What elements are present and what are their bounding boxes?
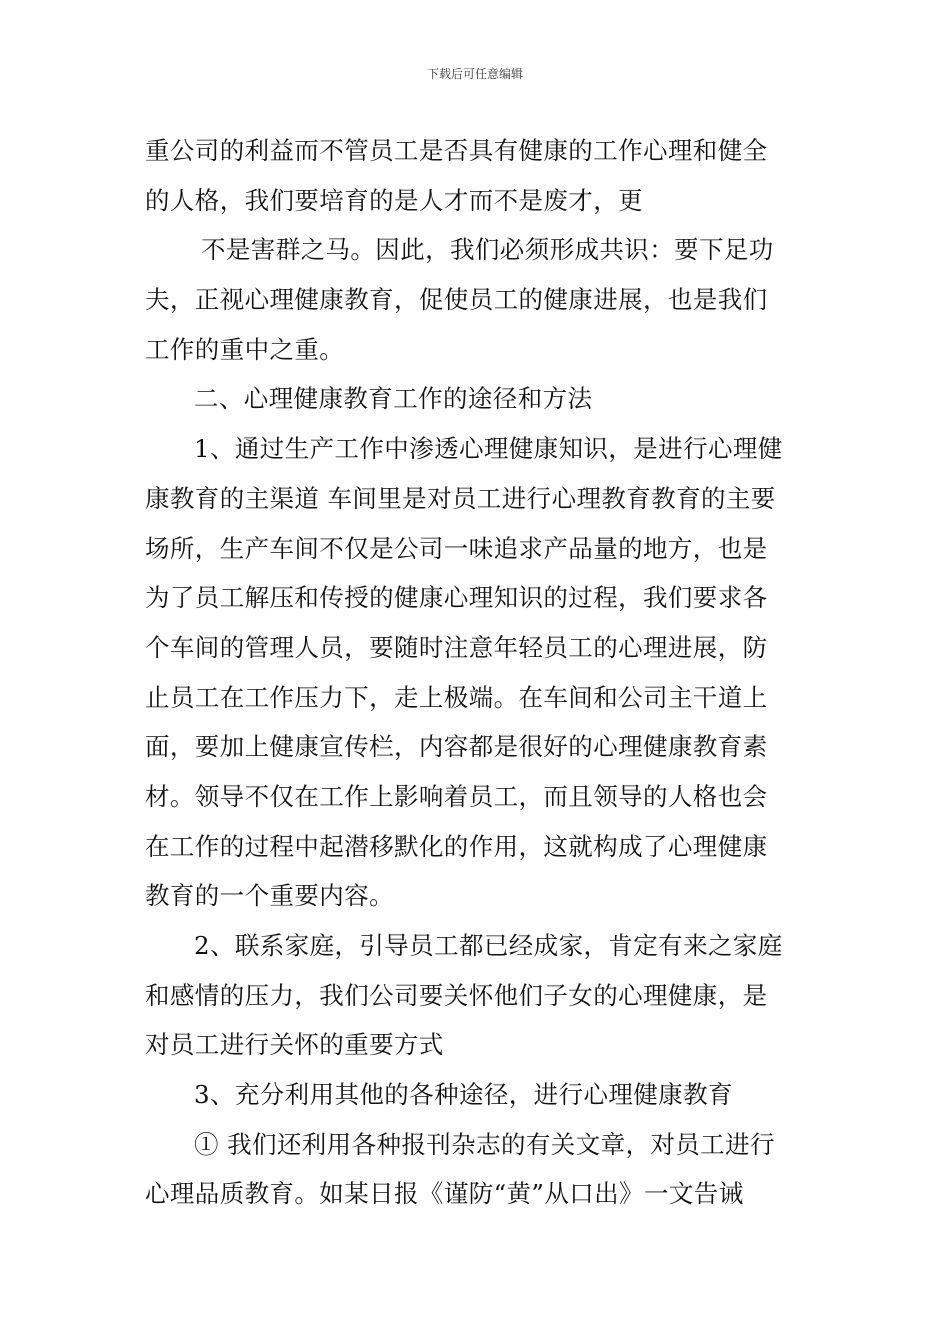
text-line: 不是害群之马。因此，我们必须形成共识：要下足功 [201,235,774,265]
section-heading: 二、心理健康教育工作的途径和方法 [194,384,593,414]
text-line: 3、充分利用其他的各种途径，进行心理健康教育 [194,1080,733,1110]
text-line: 止员工在工作压力下，走上极端。在车间和公司主干道上 [145,682,768,712]
text-line: 教育的一个重要内容。 [145,881,394,911]
page-header: 下载后可任意编辑 [426,67,523,81]
text-line: 康教育的主渠道 车间里是对员工进行心理教育教育的主要 [145,483,776,513]
text-line: 心理品质教育。如某日报《谨防“黄”从口出》一文告诫 [145,1179,744,1209]
text-line: 重公司的利益而不管员工是否具有健康的工作心理和健全 [145,136,768,165]
text-line: ① 我们还利用各种报刊杂志的有关文章，对员工进行 [194,1129,775,1159]
text-line: 面，要加上健康宣传栏，内容都是很好的心理健康教育素 [145,732,768,762]
text-line: 1、通过生产工作中渗透心理健康知识，是进行心理健 [194,434,783,464]
text-line: 为了员工解压和传授的健康心理知识的过程，我们要求各 [145,583,768,613]
text-line: 对员工进行关怀的重要方式 [145,1030,444,1060]
text-line: 2、联系家庭，引导员工都已经成家，肯定有来之家庭 [194,931,783,960]
text-line: 工作的重中之重。 [145,334,345,364]
text-line: 夫，正视心理健康教育，促使员工的健康进展，也是我们 [145,285,768,315]
text-line: 和感情的压力，我们公司要关怀他们子女的心理健康，是 [145,980,768,1010]
text-line: 在工作的过程中起潜移默化的作用，这就构成了心理健康 [145,831,768,861]
text-line: 个车间的管理人员，要随时注意年轻员工的心理进展，防 [145,632,768,662]
document-body [145,126,807,1219]
text-line: 的人格，我们要培育的是人才而不是废才，更 [145,185,643,215]
text-line: 场所，生产车间不仅是公司一味追求产品量的地方，也是 [145,533,768,563]
text-line: 材。领导不仅在工作上影响着员工，而且领导的人格也会 [145,781,768,811]
